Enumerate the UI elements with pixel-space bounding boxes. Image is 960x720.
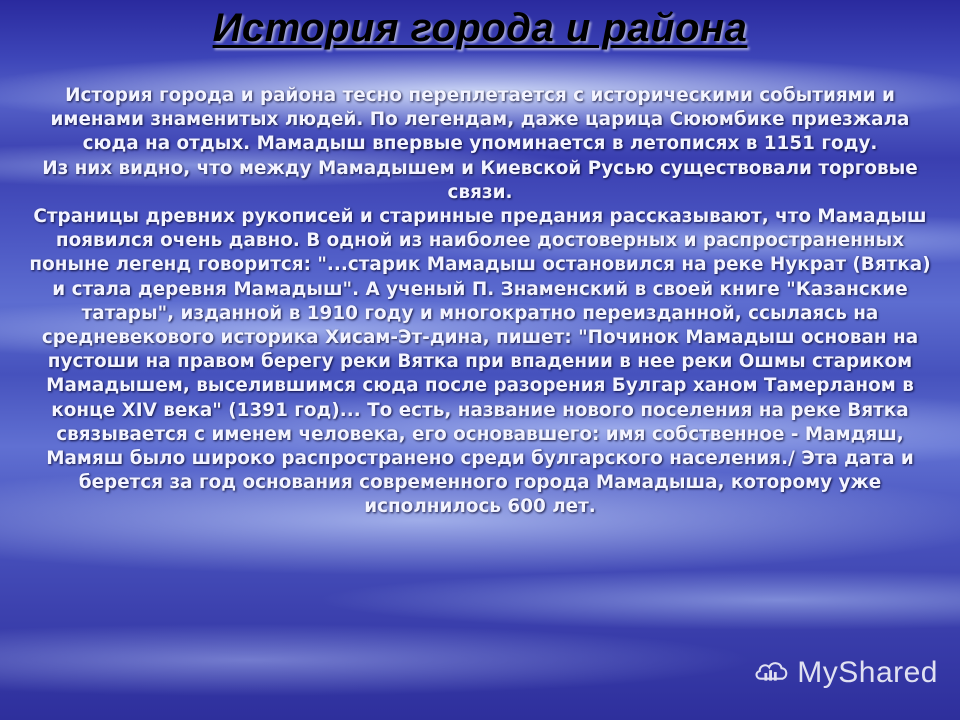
paragraph-3: Страницы древних рукописей и старинные предания рассказывают, что Мамадыш появился очень давно. В одной из наиболее достоверных и распространенных поныне легенд говорится: "...старик Мамадыш остановился на реке Нукрат (Вятка) и стала деревня Мамадыш". А ученый П. Знаменский в своей книге "Казанские татары", изданной в 1910 году и многократно переизданной, ссылаясь на средневекового историка Хисам-Эт-дина, пишет: "Починок Мамадыш основан на пустоши на правом берегу реки Вятка при впадении в нее реки Ошмы стариком Мамадышем, выселившимся сюда после разорения Булгар ханом Тамерланом в конце XIV века" (1391 год)... То есть, название нового поселения на реке Вятка связывается с именем человека, его основавшего: имя собственное - Мамдяш, Мамяш было широко распространено среди булгарского населения./ Эта дата и берется за год основания современного города Мамадыша, которому уже исполнилось 600 лет. <box>29 206 931 518</box>
paragraph-1: История города и района тесно переплетается с историческими событиями и именами знаменитых людей. По легендам, даже царица Сююмбике приезжала сюда на отдых. Мамадыш впервые упоминается в летописях в 1151 году. <box>50 85 910 155</box>
watermark <box>753 654 938 692</box>
paragraph-2: Из них видно, что между Мамадышем и Киевской Русью существовали торговые связи. <box>42 157 918 203</box>
cloud-logo-icon <box>753 654 791 692</box>
slide-title: История города и района <box>212 6 748 50</box>
slide-body <box>22 84 938 520</box>
watermark-text: MyShared <box>797 656 938 689</box>
